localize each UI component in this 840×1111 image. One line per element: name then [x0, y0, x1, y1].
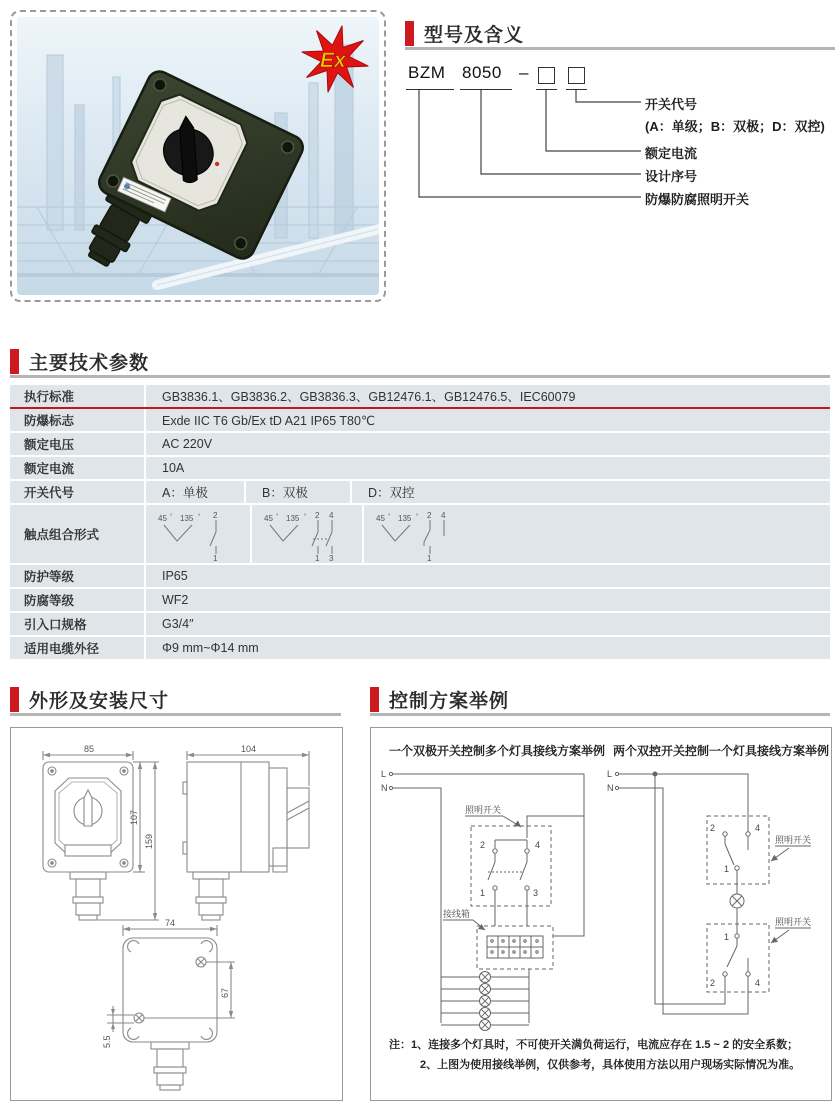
row-value: Exde IIC T6 Gb/Ex tD A21 IP65 T80℃: [162, 413, 375, 428]
row-value: 10A: [162, 461, 185, 475]
dimension-drawings: [11, 728, 339, 1097]
dim-85: 85: [84, 744, 95, 754]
row-value: WF2: [162, 593, 189, 607]
table-row: [10, 409, 830, 433]
code-d-cell: D：双控: [368, 486, 415, 500]
label-rated-current: 额定电流: [645, 146, 698, 161]
underline: [536, 89, 557, 90]
terminal-1: 1: [427, 554, 432, 562]
product-photo-frame: [10, 10, 386, 302]
terminal-3: 3: [329, 554, 334, 562]
label-L: L: [607, 769, 613, 779]
row-label: 开关代号: [10, 481, 146, 503]
row-label: 防爆标志: [10, 409, 146, 431]
label-N: N: [381, 783, 388, 793]
terminal-4: 4: [755, 823, 761, 833]
terminal-4: 4: [535, 840, 541, 850]
red-bar: [10, 349, 19, 374]
code-a-cell: A：单极: [146, 481, 246, 503]
dim-159: 159: [144, 833, 154, 849]
terminal-1: 1: [213, 554, 218, 562]
contact-diagram-a: [146, 505, 252, 563]
degree-sign: °: [388, 514, 391, 520]
dimension-drawings-box: [10, 727, 343, 1101]
degree-sign: °: [198, 514, 201, 520]
wiring-left-title: 一个双极开关控制多个灯具接线方案举例: [389, 744, 606, 758]
terminal-2: 2: [315, 511, 320, 520]
section-rule: [10, 375, 830, 378]
section-rule: [370, 713, 830, 716]
angle-45: 45: [376, 514, 385, 523]
table-row: [10, 637, 830, 661]
row-label: 执行标准: [10, 385, 146, 407]
model-section-header: [405, 20, 524, 47]
angle-135: 135: [286, 514, 300, 523]
dim-104: 104: [241, 744, 257, 754]
table-row: [10, 565, 830, 589]
terminal-2: 2: [709, 978, 715, 988]
red-bar: [370, 687, 379, 712]
section-rule: [10, 713, 341, 716]
degree-sign: °: [276, 514, 279, 520]
wiring-diagram-left: [379, 764, 601, 1032]
label-lighting-switch: 照明开关: [775, 917, 812, 927]
row-label: 额定电压: [10, 433, 146, 455]
degree-sign: °: [416, 514, 419, 520]
terminal-1: 1: [479, 888, 485, 898]
contact-diagram-d: [364, 505, 830, 563]
back-view: [102, 918, 235, 1090]
params-section-header: [10, 348, 149, 375]
model-series: 8050: [462, 63, 502, 82]
row-value: GB3836.1、GB3836.2、GB3836.3、GB12476.1、GB12476.5、IEC60079: [162, 390, 576, 404]
red-bar: [10, 687, 19, 712]
underline: [406, 89, 454, 90]
dims-section-title: 外形及安装尺寸: [29, 691, 170, 712]
table-row: [10, 589, 830, 613]
section-rule: [405, 47, 835, 50]
terminal-4: 4: [329, 511, 334, 520]
label-switch-code: 开关代号: [645, 97, 698, 112]
label-lighting-switch: 照明开关: [465, 805, 502, 815]
underline: [460, 89, 512, 90]
degree-sign: °: [304, 514, 307, 520]
terminal-2: 2: [213, 511, 218, 520]
table-row: [10, 457, 830, 481]
wiring-diagram-right: [603, 764, 825, 1032]
angle-45: 45: [264, 514, 273, 523]
terminal-2: 2: [709, 823, 715, 833]
label-junction-box: 接线箱: [443, 909, 471, 919]
table-row-switch-codes: [10, 481, 830, 505]
terminal-1: 1: [723, 932, 729, 942]
front-view: [43, 744, 159, 920]
terminal-2: 2: [479, 840, 485, 850]
params-table: [10, 385, 830, 661]
contact-diagram-b: [252, 505, 364, 563]
dim-5-5: 5.5: [102, 1035, 112, 1048]
terminal-4: 4: [755, 978, 761, 988]
row-label: 防护等级: [10, 565, 146, 587]
label-product-name: 防爆防腐照明开关: [645, 192, 750, 207]
terminal-2: 2: [427, 511, 432, 520]
underline: [566, 89, 587, 90]
terminal-3: 3: [533, 888, 539, 898]
degree-sign: °: [170, 514, 173, 520]
wiring-notes: [389, 1036, 817, 1076]
table-row: [10, 385, 830, 409]
note-line-2: 2、上图为使用接线举例，仅供参考，具体使用方法以用户现场实际情况为准。: [420, 1058, 801, 1071]
dims-section-header: [10, 686, 169, 713]
label-N: N: [607, 783, 614, 793]
label-switch-code-detail: (A：单级；B：双极；D：双控): [645, 119, 825, 134]
row-label: 引入口规格: [10, 613, 146, 635]
model-blank-box-current: [538, 67, 555, 84]
table-row: [10, 613, 830, 637]
row-label: 适用电缆外径: [10, 637, 146, 659]
code-b-cell: B：双极: [246, 481, 352, 503]
model-prefix: BZM: [408, 63, 446, 82]
dim-107: 107: [129, 809, 139, 825]
row-label: 触点组合形式: [10, 505, 146, 563]
label-lighting-switch: 照明开关: [775, 835, 812, 845]
row-value: IP65: [162, 569, 188, 583]
dim-67: 67: [220, 987, 230, 998]
wiring-section-header: [370, 686, 509, 713]
row-value: G3/4″: [162, 617, 194, 631]
model-code-diagram: [405, 55, 837, 235]
wiring-section-title: 控制方案举例: [389, 691, 510, 712]
note-line-1: 注：1、连接多个灯具时，不可使开关满负荷运行，电流应存在 1.5 ~ 2 的安全系数；: [389, 1039, 799, 1051]
row-label: 额定电流: [10, 457, 146, 479]
red-bar: [405, 21, 414, 46]
model-section-title: 型号及含义: [424, 25, 525, 46]
product-photo: [17, 17, 379, 295]
terminal-1: 1: [723, 864, 729, 874]
label-design-serial: 设计序号: [645, 169, 698, 184]
angle-45: 45: [158, 514, 167, 523]
row-value: Φ9 mm~Φ14 mm: [162, 641, 259, 655]
angle-135: 135: [180, 514, 194, 523]
params-section-title: 主要技术参数: [29, 353, 150, 374]
label-L: L: [381, 769, 387, 779]
terminal-4: 4: [441, 511, 446, 520]
row-label: 防腐等级: [10, 589, 146, 611]
terminal-1: 1: [315, 554, 320, 562]
table-row-contact-forms: [10, 505, 830, 565]
dim-74: 74: [165, 918, 176, 928]
model-dash: –: [519, 63, 529, 82]
model-blank-box-code: [568, 67, 585, 84]
angle-135: 135: [398, 514, 412, 523]
wiring-right-title: 两个双控开关控制一个灯具接线方案举例: [613, 744, 830, 758]
table-row: [10, 433, 830, 457]
row-value: AC 220V: [162, 437, 213, 451]
side-view: [183, 744, 309, 920]
ex-text: Ex: [320, 49, 346, 72]
wiring-diagrams-box: [370, 727, 832, 1101]
